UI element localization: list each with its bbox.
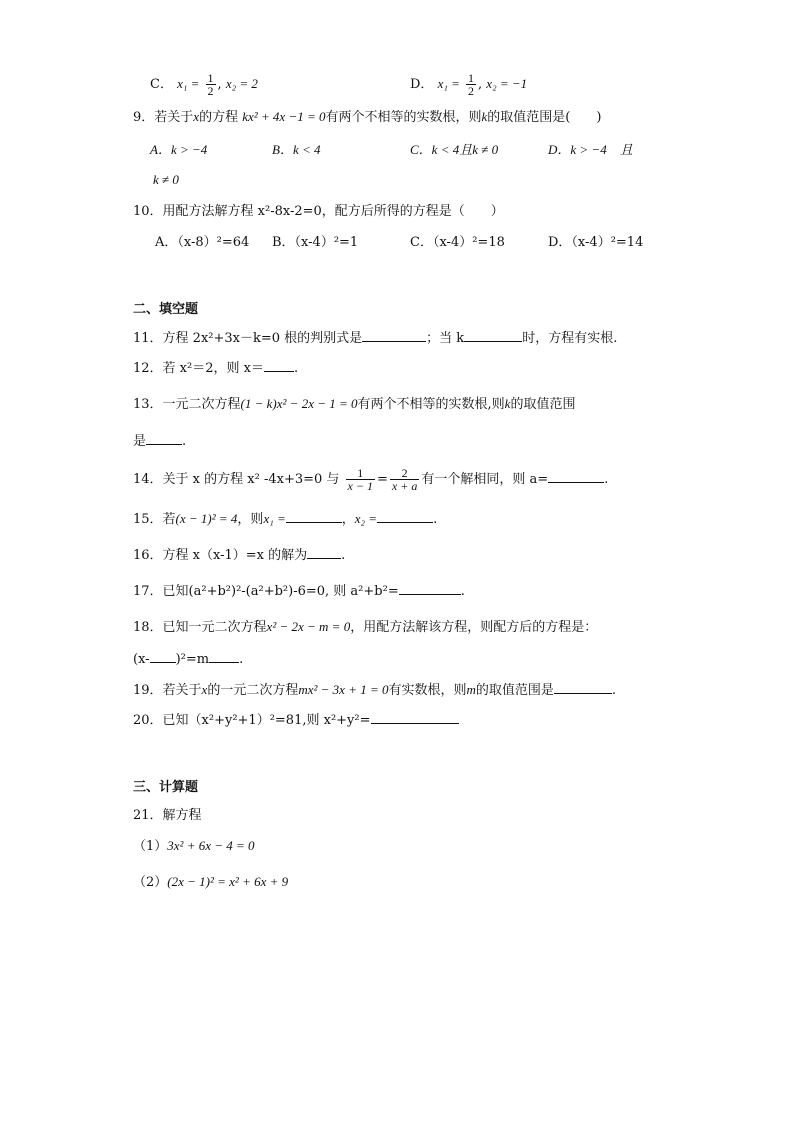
q13-continued: 是 . [133,434,187,449]
q8-option-d: D． x₁ = $\frac{1}{2}$ , x₂ = −1 [410,71,528,98]
q18-continued: (x- )²=m . [133,652,244,667]
q17: 17．已知(a²+b²)²-(a²+b²)-6=0, 则 a²+b²= . [133,584,465,599]
answer-blank[interactable] [264,359,294,372]
q9-option-a: A．k > −4 [150,142,208,157]
q20: 20．已知（x²+y²+1）²=81,则 x²+y²= [133,711,459,730]
q9-option-d-continued: k ≠ 0 [153,172,179,187]
q9-option-d: D．k > −4 且 [548,142,633,157]
answer-blank[interactable] [371,711,459,724]
q10-option-a: A．（x-8）²=64 [155,235,250,250]
q10-stem: 10．用配方法解方程 x²-8x-2=0，配方后所得的方程是（ ） [133,204,504,219]
q9-option-b: B．k < 4 [272,142,321,157]
answer-blank[interactable] [399,582,461,595]
q14: 14．关于 x 的方程 x² -4x+3=0 与 $\frac{1}{x - 1}$ = $\frac{2}{x + a}$ 有一个解相同，则 a= . [133,466,609,493]
answer-blank[interactable] [362,329,426,342]
answer-blank[interactable] [286,510,342,523]
answer-blank[interactable] [377,510,433,523]
fraction-1-over-x-minus-1: $\frac{1}{x - 1}$ [347,466,373,493]
q10-option-b: B．（x-4）²=1 [272,235,359,250]
q13: 13．一元二次方程(1 − k)x² − 2x − 1 = 0有两个不相等的实数根,则k的取值范围 [133,396,576,412]
answer-blank[interactable] [548,470,604,483]
answer-blank[interactable] [554,681,612,694]
q11: 11．方程 2x²+3x－k=0 根的判别式是 ；当 k 时，方程有实根. [133,331,618,346]
q21-part-2: （2）(2x − 1)² = x² + 6x + 9 [133,874,289,890]
q9-stem: 9．若关于x的方程 kx² + 4x −1 = 0有两个不相等的实数根，则k的取值范围是( ) [133,109,602,125]
q8-option-c: C． x₁ = $\frac{1}{2}$ , x₂ = 2 [150,71,258,98]
fraction-2-over-x-plus-a: $\frac{2}{x + a}$ [391,466,418,493]
q19: 19．若关于x的一元二次方程mx² − 3x + 1 = 0有实数根，则m的取值范围是 . [133,682,617,698]
answer-blank[interactable] [209,650,239,663]
q10-option-d: D．（x-4）²=14 [548,235,644,250]
answer-blank[interactable] [146,432,182,445]
q12: 12．若 x²＝2，则 x＝ . [133,361,299,376]
q15: 15．若(x − 1)² = 4，则x₁ = ，x₂ = . [133,511,438,527]
answer-blank[interactable] [307,546,341,559]
q9-option-c: C．k < 4且k ≠ 0 [410,142,499,157]
fraction-one-half: $\frac{1}{2}$ [468,71,475,98]
fraction-one-half: $\frac{1}{2}$ [207,71,214,98]
answer-blank[interactable] [150,650,176,663]
section-fill-in-title: 二、填空题 [133,302,199,317]
q21-part-1: （1）3x² + 6x − 4 = 0 [133,838,255,854]
q18: 18．已知一元二次方程x² − 2x − m = 0，用配方法解该方程，则配方后的方程是： [133,619,598,635]
answer-blank[interactable] [464,329,522,342]
q10-option-c: C．（x-4）²=18 [410,235,505,250]
section-calculation-title: 三、计算题 [133,780,199,795]
q16: 16．方程 x（x-1）=x 的解为 . [133,548,346,563]
q21-stem: 21．解方程 [133,808,202,823]
